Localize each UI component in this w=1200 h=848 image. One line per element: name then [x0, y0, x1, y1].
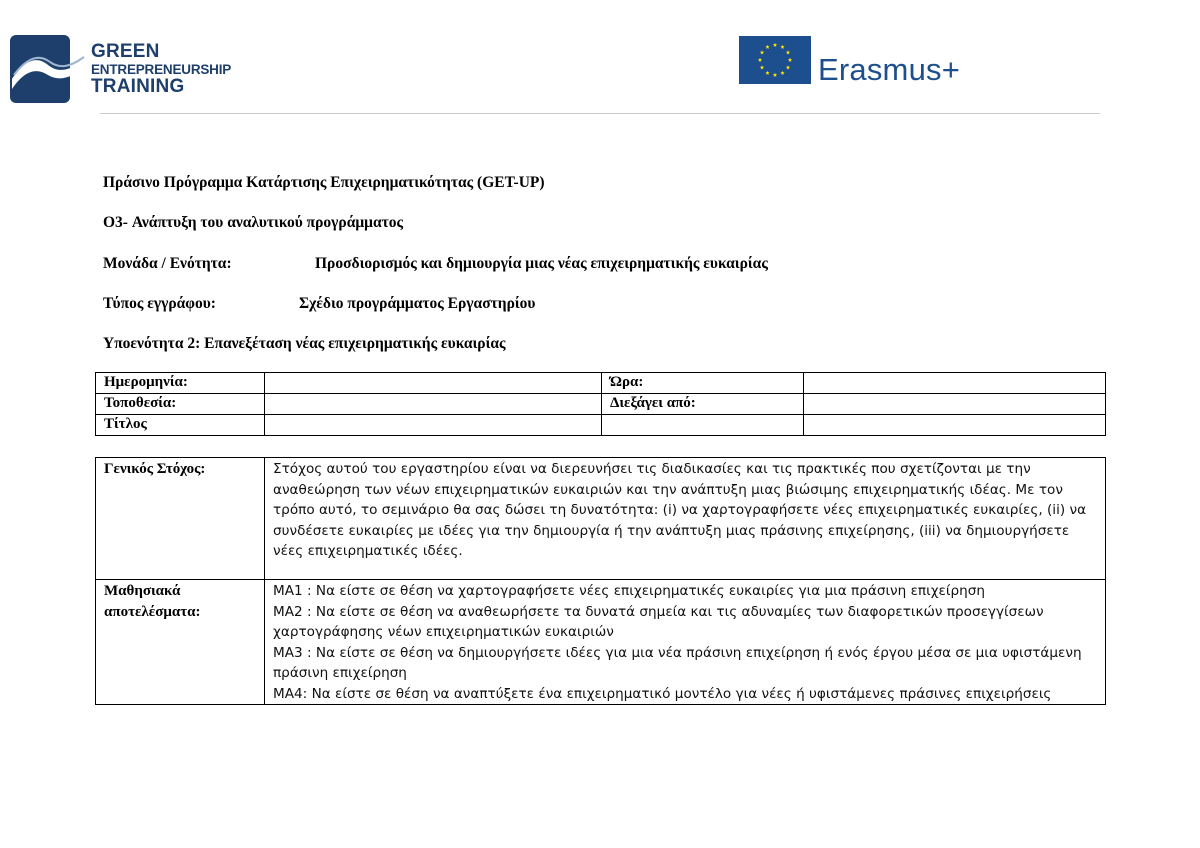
module-value: Προσδιορισμός και δημιουργία μιας νέας επιχειρηματικής ευκαιρίας — [315, 255, 768, 272]
title-value-cell — [265, 415, 602, 436]
location-value-cell — [265, 394, 602, 415]
output-title: O3- Ανάπτυξη του αναλυτικού προγράμματος — [103, 214, 404, 231]
eu-flag-icon — [739, 36, 811, 84]
logo-wordmark — [91, 42, 231, 97]
table-row — [96, 415, 1106, 436]
time-value-cell — [804, 373, 1106, 394]
doctype-value: Σχέδιο προγράμματος Εργαστηρίου — [299, 295, 536, 312]
location-label: Τοποθεσία: — [96, 394, 265, 415]
empty-cell — [602, 415, 804, 436]
module-line — [103, 255, 768, 273]
logo-line-1: GREEN — [91, 41, 160, 62]
empty-cell — [804, 415, 1106, 436]
program-title: Πράσινο Πρόγραμμα Κατάρτισης Επιχειρηματικότητας (GET-UP) — [103, 174, 545, 191]
conducted-by-label: Διεξάγει από: — [602, 394, 804, 415]
table-row — [96, 394, 1106, 415]
logo-line-2: ENTREPRENEURSHIP — [91, 62, 232, 77]
goals-table — [95, 457, 1106, 705]
info-table — [95, 372, 1106, 436]
table-row — [96, 373, 1106, 394]
outcome-item: ΜΑ1 : Να είστε σε θέση να χαρτογραφήσετε νέες επιχειρηματικές ευκαιρίες για μια πράσινη επιχείρηση — [273, 583, 985, 599]
table-row — [96, 458, 1106, 580]
goal-text: Στόχος αυτού του εργαστηρίου είναι να διερευνήσει τις διαδικασίες και τις πρακτικές που σχετίζονται με την αναθεώρηση των νέων επιχειρηματικών ευκαιριών και την ανάπτυξη μιας βιώσιμης επιχειρηματικής ιδέας. Με τον τρόπο αυτό, το σεμινάριο θα σας δώσει τη δυνατότητα: (i) να χαρτογραφήσετε νέες επιχειρηματικές ευκαιρίες, (ii) να συνδέσετε ευκαιρίες με ιδέες για την δημιουργία ή την ανάπτυξη μιας πράσινης επιχείρησης, (iii) να δημιουργήσετε νέες επιχειρηματικές ιδέες. — [265, 458, 1106, 580]
table-row — [96, 580, 1106, 705]
subunit-title: Υποενότητα 2: Επανεξέταση νέας επιχειρηματικής ευκαιρίας — [103, 335, 506, 352]
outcome-item: ΜΑ3 : Να είστε σε θέση να δημιουργήσετε ιδέες για μια νέα πράσινη επιχείρηση ή ενός έργου μέσα σε μια υφιστάμενη πράσινη επιχείρηση — [273, 644, 1082, 681]
date-value-cell — [265, 373, 602, 394]
date-label: Ημερομηνία: — [96, 373, 265, 394]
outcome-item: ΜΑ2 : Να είστε σε θέση να αναθεωρήσετε τα δυνατά σημεία και τις αδυναμίες των διαφορετικών προσεγγίσεων χαρτογράφησης νέων επιχειρηματικών ευκαιριών — [273, 603, 1044, 640]
doctype-line — [103, 295, 536, 313]
conducted-by-value-cell — [804, 394, 1106, 415]
outcomes-label: Μαθησιακά αποτελέσματα: — [96, 580, 265, 705]
doctype-label: Τύπος εγγράφου: — [103, 295, 216, 312]
outcomes-cell — [265, 580, 1106, 705]
logo-line-3: TRAINING — [91, 76, 185, 97]
erasmus-plus-logo: Erasmus+ — [818, 52, 961, 87]
time-label: Ώρα: — [602, 373, 804, 394]
goal-label: Γενικός Στόχος: — [96, 458, 265, 580]
outcome-item: ΜΑ4: Να είστε σε θέση να αναπτύξετε ένα επιχειρηματικό μοντέλο για νέες ή υφιστάμενες πράσινες επιχειρήσεις — [273, 685, 1052, 702]
header-divider — [100, 113, 1100, 114]
page-header — [0, 0, 1200, 120]
title-label: Τίτλος — [96, 415, 265, 436]
green-entrepreneurship-logo-icon — [10, 35, 85, 103]
module-label: Μονάδα / Ενότητα: — [103, 255, 232, 272]
